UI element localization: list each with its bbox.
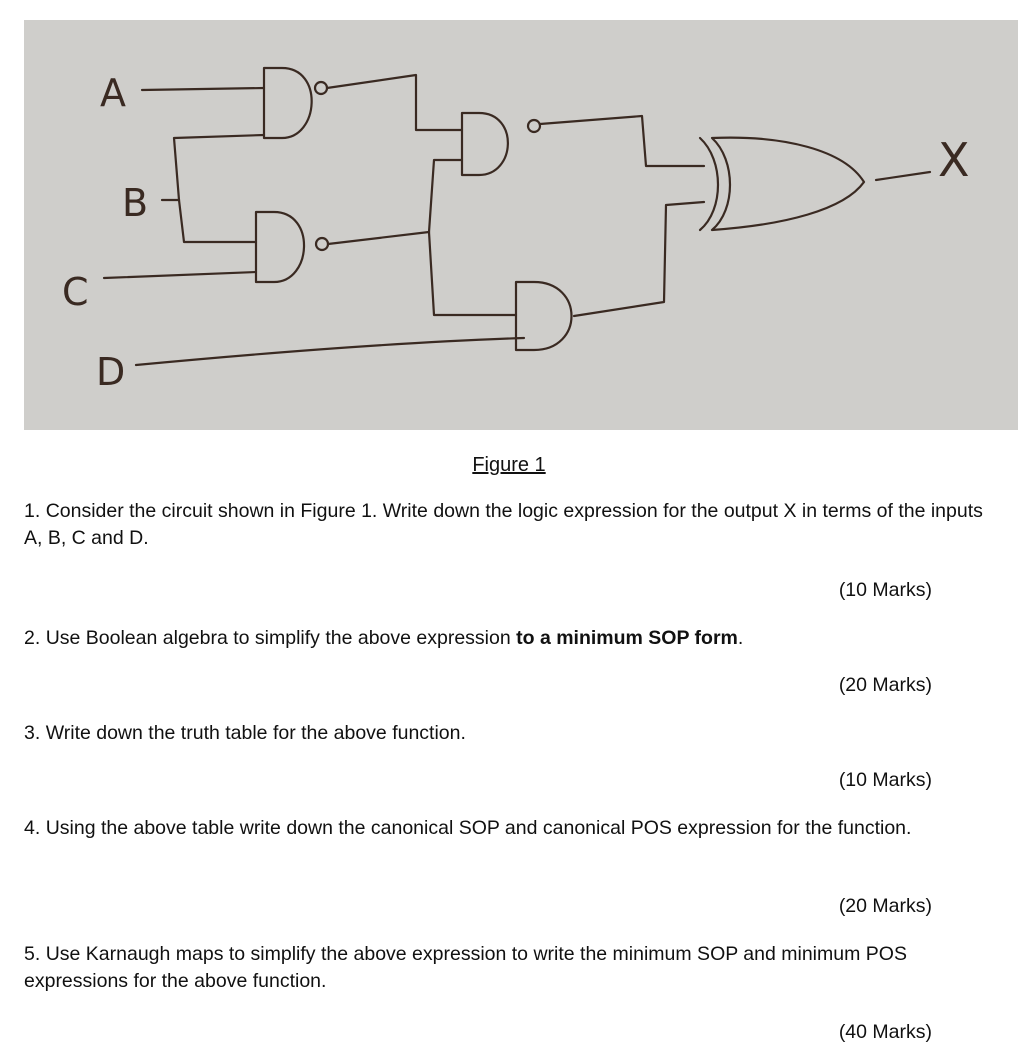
wire-c [104,272,256,278]
label-c: C [62,270,89,314]
figure-caption: Figure 1 [472,454,546,476]
label-d: D [96,350,126,394]
question-4-number: 4. [24,817,41,839]
question-1-number: 1. [24,500,41,522]
question-4-marks: (20 Marks) [838,895,932,917]
nand-gate-1-bubble [315,82,327,94]
circuit-diagram [24,20,1018,430]
circuit-figure-photo [24,20,1018,430]
question-2 [24,625,999,652]
wire-d [136,338,524,365]
question-5 [24,941,999,995]
label-a: A [100,71,126,115]
question-3 [24,720,999,747]
wire-b-to-nand2 [179,200,256,242]
question-2-number: 2. [24,627,41,649]
question-3-number: 3. [24,722,41,744]
question-3-text: Write down the truth table for the above function. [45,722,466,744]
question-5-number: 5. [24,943,41,965]
wire-nand1-out [327,75,462,130]
question-5-marks: (40 Marks) [838,1021,932,1043]
question-1-marks: (10 Marks) [838,579,932,601]
question-1 [24,498,999,552]
question-2-text: Use Boolean algebra to simplify the above expression [45,627,517,649]
xor-gate [712,138,864,230]
wire-a [142,88,264,90]
question-4 [24,815,999,842]
nand-gate-3 [462,113,508,175]
nand-gate-3-bubble [528,120,540,132]
label-x: X [938,133,970,187]
xor-gate-extra-curve [700,138,718,230]
question-2-bold-text: to a minimum SOP form [516,627,738,649]
question-3-marks: (10 Marks) [838,769,932,791]
nand-gate-2-bubble [316,238,328,250]
question-2-text-end: . [737,627,744,649]
clipped-text-fragment [0,0,40,4]
wire-x-out [876,172,930,180]
and-gate [516,282,572,350]
wire-nand2-to-nand3 [429,160,462,232]
question-5-text: Use Karnaugh maps to simplify the above expression to write the minimum SOP and minimum POS expressions for the above function. [24,943,907,992]
wire-nand2-to-and [429,232,516,315]
wire-and-out [574,202,704,316]
wire-nand3-out [540,116,704,166]
top-strip [0,0,1018,20]
question-4-text: Using the above table write down the canonical SOP and canonical POS expression for the function. [45,817,912,839]
wire-b-to-nand1 [174,135,264,200]
label-b: B [122,181,149,225]
nand-gate-1 [264,68,312,138]
nand-gate-2 [256,212,304,282]
question-1-text: Consider the circuit shown in Figure 1. Write down the logic expression for the output X in terms of the inputs A, B, C and D. [24,500,983,549]
question-2-marks: (20 Marks) [838,674,932,696]
wire-nand2-out [328,232,429,244]
